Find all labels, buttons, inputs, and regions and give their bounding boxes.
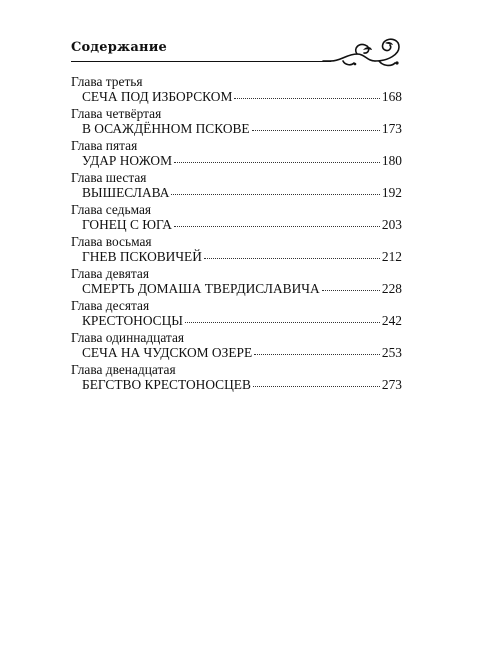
chapter-line [82,281,402,298]
dot-leader [234,87,380,99]
chapter-label: Глава двенадцатая [71,362,176,377]
toc-entry [71,234,402,266]
chapter-label: Глава десятая [71,298,150,313]
toc-entry [71,202,402,234]
page-number: 253 [381,345,402,360]
chapter-line [82,345,402,362]
chapter-line [82,217,402,234]
table-of-contents [71,74,402,394]
dot-leader [171,183,380,195]
header-rule [71,61,331,62]
chapter-label: Глава девятая [71,266,149,281]
dot-leader [185,311,380,323]
dot-leader [204,247,380,259]
chapter-label: Глава пятая [71,138,138,153]
chapter-label: Глава восьмая [71,234,152,249]
toc-entry [71,170,402,202]
page-number: 173 [381,121,402,136]
page-number: 273 [381,377,402,392]
chapter-title: ВЫШЕСЛАВА [82,185,170,200]
chapter-title: УДАР НОЖОМ [82,153,172,168]
chapter-label: Глава седьмая [71,202,152,217]
toc-entry [71,266,402,298]
chapter-label: Глава третья [71,74,143,89]
chapter-title: БЕГСТВО КРЕСТОНОСЦЕВ [82,377,251,392]
page-number: 180 [381,153,402,168]
dot-leader [252,119,380,131]
dot-leader [254,343,380,355]
toc-entry [71,330,402,362]
chapter-line [82,121,402,138]
chapter-title: СЕЧА НА ЧУДСКОМ ОЗЕРЕ [82,345,253,360]
page-number: 228 [381,281,402,296]
chapter-label: Глава одиннадцатая [71,330,185,345]
page-number: 168 [381,89,402,104]
page-title: Содержание [71,40,168,55]
chapter-line [82,377,402,394]
page-number: 203 [381,217,402,232]
chapter-title: ГОНЕЦ С ЮГА [82,217,172,232]
chapter-title: СЕЧА ПОД ИЗБОРСКОМ [82,89,233,104]
toc-entry [71,138,402,170]
toc-entry [71,74,402,106]
scroll-ornament-icon [319,36,403,72]
chapter-line [82,89,402,106]
page-number: 242 [381,313,402,328]
dot-leader [253,375,380,387]
toc-entry [71,298,402,330]
chapter-line [82,153,402,170]
dot-leader [174,215,380,227]
chapter-title: В ОСАЖДЁННОМ ПСКОВЕ [82,121,250,136]
page-header [71,36,402,76]
toc-entry [71,106,402,138]
dot-leader [322,279,380,291]
chapter-line [82,185,402,202]
chapter-title: СМЕРТЬ ДОМАША ТВЕРДИСЛАВИЧА [82,281,320,296]
toc-entry [71,362,402,394]
page-number: 192 [381,185,402,200]
chapter-title: ГНЕВ ПСКОВИЧЕЙ [82,249,202,264]
chapter-title: КРЕСТОНОСЦЫ [82,313,183,328]
chapter-label: Глава четвёртая [71,106,162,121]
chapter-line [82,249,402,266]
chapter-line [82,313,402,330]
dot-leader [174,151,380,163]
chapter-label: Глава шестая [71,170,147,185]
page-number: 212 [381,249,402,264]
